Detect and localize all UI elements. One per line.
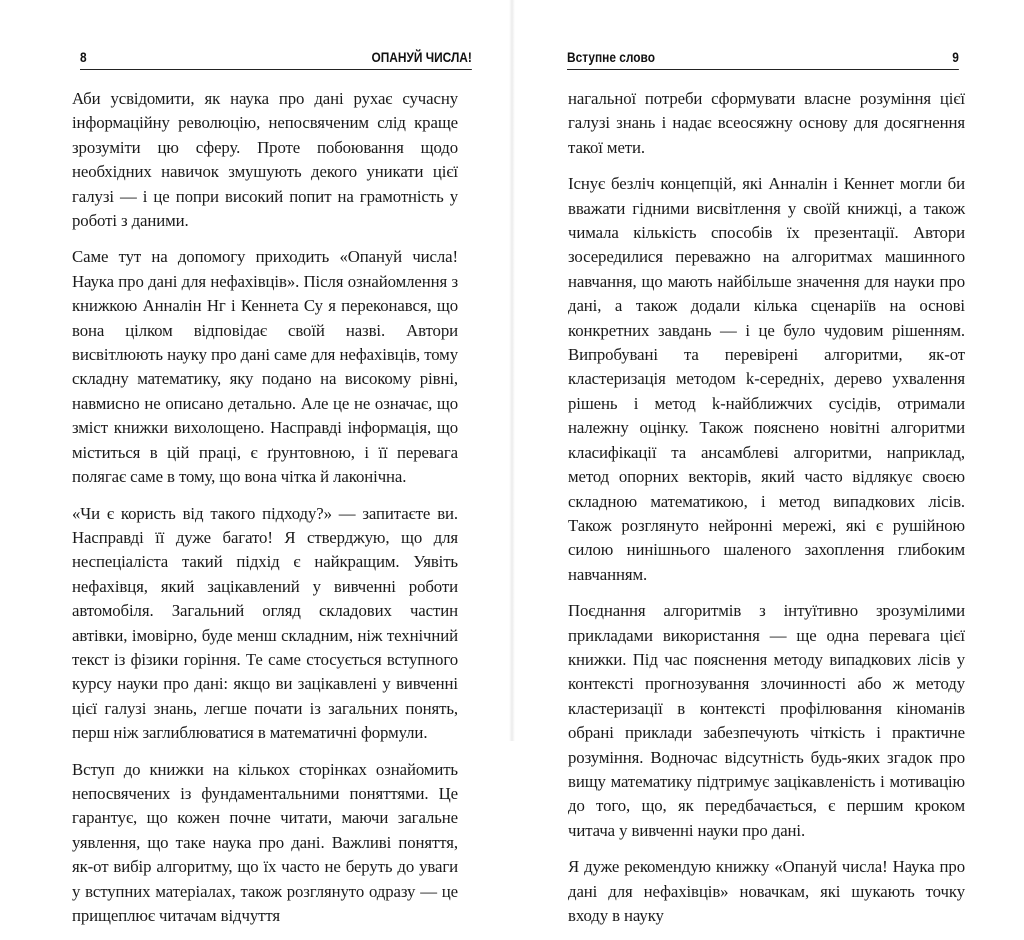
paragraph: Вступ до книжки на кількох сторінках ознайомить непосвячених із фундаментальними поняттями. Це гарантує, що кожен почне читати, маючи загальне уявлення, що таке наука про дані. Важливі поняття, як-от вибір алгоритму, що їх часто не беруть до уваги у вступних матеріалах, також розглянуто одразу — це прищеплює читачам відчуття: [72, 759, 458, 925]
left-page-header: [80, 46, 472, 70]
left-page-body: [72, 87, 458, 940]
paragraph: Існує безліч концепцій, які Анналін і Кеннет могли би вважати гідними висвітлення у своїй книжці, а також чимала кількість способів їх презентації. Автори зосередилися переважно на алгоритмах машинного навчання, що мають найбільше значення для науки про дані, а також додали кілька сценаріїв на основі конкретних завдань — і це було чудовим рішенням. Випробувані та перевірені алгоритми, як-от кластеризація методом k-середніх, дерево ухвалення рішень і метод k-найближчих сусідів, отримали належну оцінку. Також пояснено новітні алгоритми класифікації та ансамблеві алгоритми, наприклад, метод опорних векторів, який часто відлякує своєю складною математикою, і метод випадкових лісів. Також розглянуто нейронні мережі, які є рушійною силою нинішнього шаленого захоплення глибоким навчанням.: [568, 174, 965, 584]
page-number: 8: [80, 49, 87, 65]
paragraph: Аби усвідомити, як наука про дані рухає сучасну інформаційну революцію, непосвяченим слід краще зрозуміти цю сферу. Проте побоювання щодо необхідних навичок змушують декого уникати цієї галузі — і це попри високий попит на грамотність у роботі з даними.: [72, 89, 458, 231]
page-number: 9: [952, 49, 959, 65]
paragraph: нагальної потреби сформувати власне розуміння цієї галузі знань і надає всеосяжну основу для досягнення такої мети.: [568, 89, 965, 157]
paragraph: Поєднання алгоритмів з інтуїтивно зрозумілими прикладами використання — ще одна перевага цієї книжки. Під час пояснення методу випадкових лісів у контексті прогнозування злочинності або ж методу кластеризації в контексті профілювання кіноманів обрані приклади забезпечують чіткість і практичне розуміння. Водночас відсутність будь-яких згадок про вищу математику підтримує зацікавленість і мотивацію до того, що, як передбачається, є першим кроком читача у вивченні науки про дані.: [568, 601, 965, 840]
paragraph: Саме тут на допомогу приходить «Опануй числа! Наука про дані для нефахівців». Після ознайомлення з книжкою Анналін Нг і Кеннета Су я переконався, що вона цілком відповідає своїй назві. Автори висвітлюють науку про дані саме для нефахівців, тому складну математику, яку подано на високому рівні, навмисно не описано детально. Але це не означає, що зміст книжки вихолощено. Насправді інформація, що міститься в цій праці, є ґрунтовною, і її перевага полягає саме в тому, що вона чітка й лаконічна.: [72, 247, 458, 487]
right-page: [512, 0, 1024, 925]
left-page: [0, 0, 512, 925]
running-title: Вступне слово: [567, 49, 655, 65]
running-title: ОПАНУЙ ЧИСЛА!: [371, 49, 472, 65]
right-page-header: [567, 46, 959, 70]
right-page-body: [568, 87, 965, 940]
paragraph: Я дуже рекомендую книжку «Опануй числа! Наука про дані для нефахівців» новачкам, які шукають точку входу в науку: [568, 857, 965, 925]
paragraph: «Чи є користь від такого підходу?» — запитаєте ви. Насправді її дуже багато! Я стверджую, що для неспеціаліста такий підхід є найкращим. Уявіть нефахівця, який зацікавлений у вивченні роботи автомобіля. Загальний огляд складових частин автівки, імовірно, буде менш складним, ніж технічний текст із фізики горіння. Те саме стосується вступного курсу науки про дані: якщо ви зацікавлені у вивченні цієї галузі знань, легше почати із загальних понять, перш ніж заглиблюватися в математичні формули.: [72, 503, 458, 743]
